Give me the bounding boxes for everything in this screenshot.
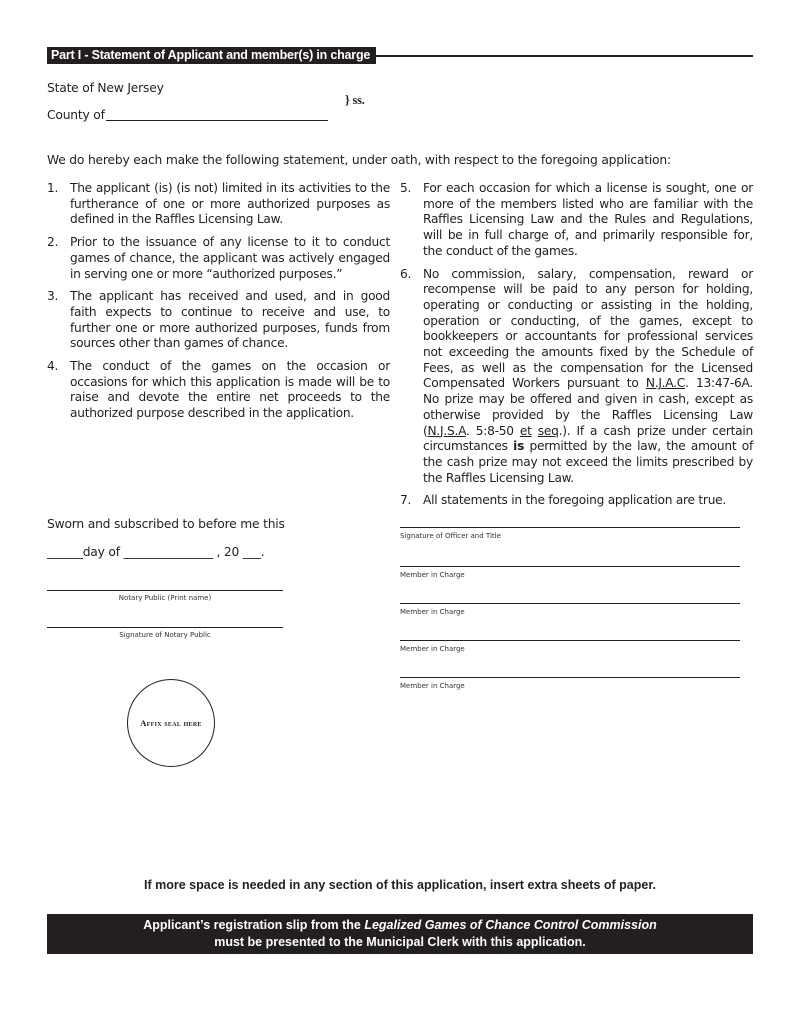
- item-number: 3.: [47, 289, 59, 304]
- statement-item: [47, 289, 390, 352]
- item-number: 7.: [400, 493, 412, 508]
- item-text: . 13:47-6A. No prize may be offered and given in cash, except as otherwise provided by the Raffles Licensing Law (: [423, 376, 753, 438]
- item-text: The applicant has received and used, and in good faith expects to continue to receive and use, to further one or more authorized purposes, funds from sources other than games of chance.: [70, 289, 390, 351]
- seal-label: Affix seal here: [140, 718, 202, 728]
- signature-line[interactable]: [400, 677, 740, 678]
- item-text: The applicant (is) (is not) limited in its activities to the furtherance of one or more authorized purposes as defined in the Raffles Licensing Law.: [70, 181, 390, 227]
- item-text: permitted by the law, the amount of the cash prize may not exceed the limits prescribed by the Raffles Licensing Law.: [423, 439, 754, 485]
- signature-line[interactable]: [400, 603, 740, 604]
- notary-name-line[interactable]: [47, 590, 283, 591]
- signature-line[interactable]: [400, 640, 740, 641]
- item-text: N.J.A.C: [645, 376, 686, 391]
- statements-left: [47, 181, 390, 429]
- signature-label: Signature of Officer and Title: [400, 532, 501, 540]
- statement-item: [400, 181, 753, 260]
- notice-line1: Applicant’s registration slip from the: [143, 918, 365, 932]
- county-label: County of: [47, 108, 105, 122]
- signature-label: Member in Charge: [400, 682, 465, 690]
- item-text: .). If a cash prize under certain circumstances: [423, 423, 753, 454]
- item-text: No commission, salary, compensation, reward or recompense will be paid to any person for holding, operating or conducting or assisting in the holding, operation or conducting, of the games, except to bookkeepers or accountants for professional services not exceeding the amounts fixed by the Schedule of Fees, as well as the compensation for the Licensed Compensated Workers pursuant to: [423, 266, 753, 391]
- statement-item: [47, 359, 390, 422]
- item-number: 4.: [47, 359, 59, 374]
- header-rule: [370, 55, 753, 57]
- statement-item: [400, 493, 753, 509]
- statement-item: [47, 235, 390, 282]
- sworn-text: Sworn and subscribed to before me this: [47, 517, 285, 531]
- item-text: All statements in the foregoing application are true.: [423, 493, 727, 508]
- signature-label: Member in Charge: [400, 645, 465, 653]
- statements-right: [400, 181, 753, 516]
- county-field[interactable]: [106, 106, 328, 121]
- commission-name: Legalized Games of Chance Control Commission: [364, 918, 657, 932]
- notary-signature-label: Signature of Notary Public: [119, 631, 211, 639]
- item-text: et: [519, 423, 532, 438]
- notary-name-label: Notary Public (Print name): [118, 594, 212, 602]
- ss-label: } ss.: [345, 93, 365, 107]
- section-header: Part I - Statement of Applicant and member(s) in charge: [47, 47, 376, 64]
- item-number: 5.: [400, 181, 412, 195]
- item-text: N.J.S.A: [427, 423, 466, 438]
- item-text: seq: [537, 423, 559, 438]
- notary-signature-line[interactable]: [47, 627, 283, 628]
- registration-slip-notice: [47, 914, 753, 954]
- item-number: 2.: [47, 235, 59, 250]
- signature-label: Member in Charge: [400, 571, 465, 579]
- signature-line[interactable]: [400, 566, 740, 567]
- notice-line2: must be presented to the Municipal Clerk with this application.: [214, 935, 586, 949]
- item-text: For each occasion for which a license is sought, one or more of the members listed who are familiar with the Raffles Licensing Law and the Rules and Regulations, will be in full charge of, and primarily responsible for, the conduct of the games.: [423, 181, 753, 258]
- item-text: . 5:8-50: [465, 423, 520, 438]
- extra-sheets-note: If more space is needed in any section of this application, insert extra sheets of paper.: [144, 878, 656, 892]
- statement-item: [400, 267, 753, 487]
- statement-item: [47, 181, 390, 228]
- item-text: Prior to the issuance of any license to it to conduct games of chance, the applicant was actively engaged in serving one or more “authorized purposes.”: [70, 235, 390, 281]
- seal-circle: [127, 679, 215, 767]
- signature-label: Member in Charge: [400, 608, 465, 616]
- date-line[interactable]: ______day of _______________ , 20 ___.: [47, 545, 265, 559]
- item-text: The conduct of the games on the occasion or occasions for which this application is made will be to raise and devote the entire net proceeds to the authorized purpose described in the application.: [70, 359, 390, 421]
- intro-statement: We do hereby each make the following statement, under oath, with respect to the foregoing application:: [47, 153, 671, 167]
- item-number: 6.: [400, 266, 412, 281]
- state-label: State of New Jersey: [47, 81, 164, 95]
- signature-line[interactable]: [400, 527, 740, 528]
- item-number: 1.: [47, 181, 59, 195]
- item-text: is: [513, 439, 525, 454]
